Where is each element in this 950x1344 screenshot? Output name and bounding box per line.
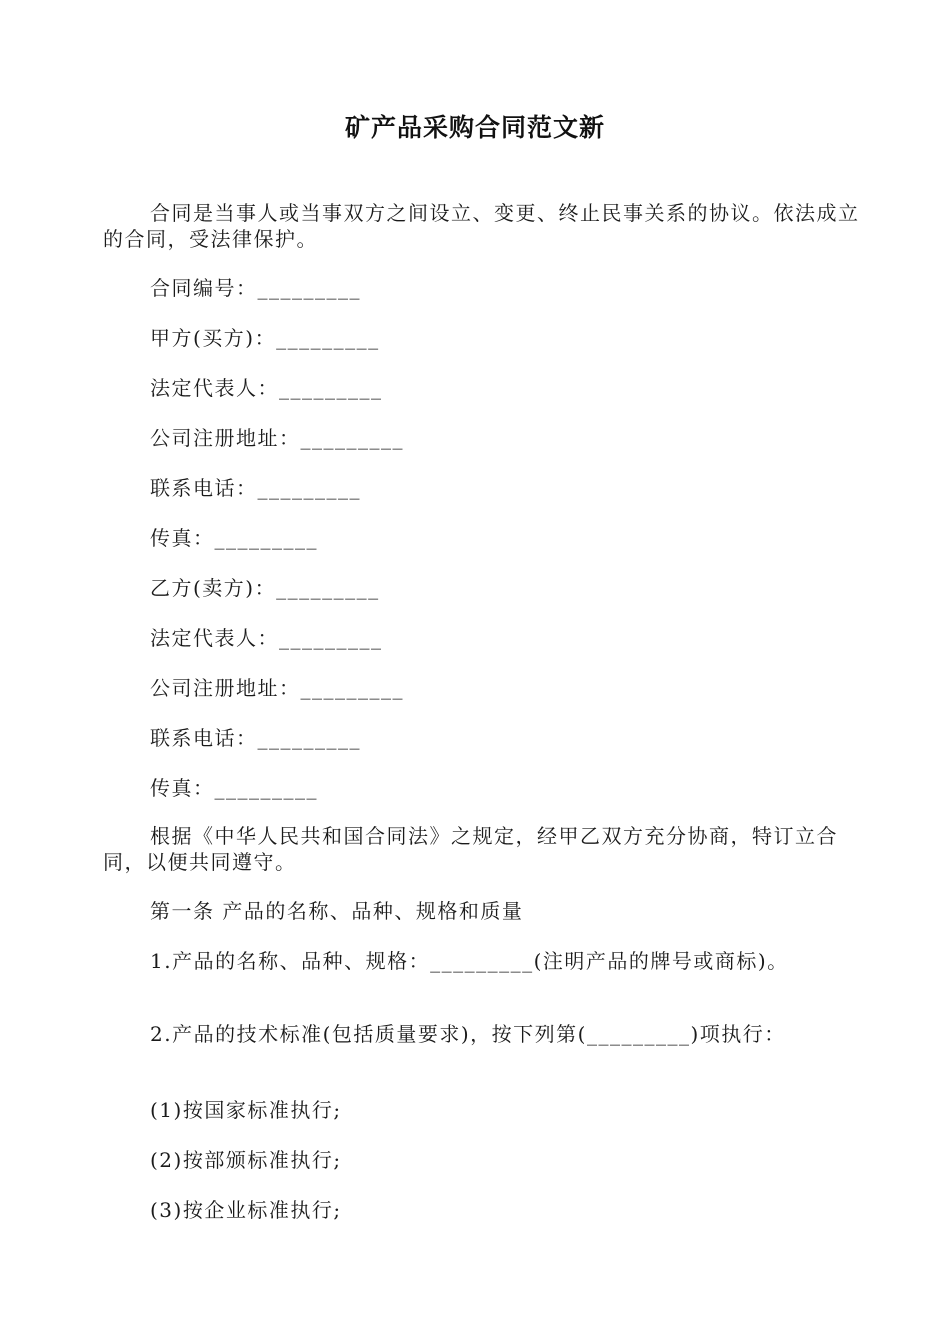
- intro-paragraph: 合同是当事人或当事双方之间设立、变更、终止民事关系的协议。依法成立的合同，受法律保护。: [103, 201, 860, 251]
- field-party-a-address: 公司注册地址：_________: [150, 426, 404, 450]
- field-party-a: 甲方(买方)：_________: [150, 326, 380, 350]
- field-contract-number: 合同编号：_________: [150, 276, 361, 300]
- document-title: 矿产品采购合同范文新: [344, 113, 605, 142]
- basis-paragraph: 根据《中华人民共和国合同法》之规定，经甲乙双方充分协商，特订立合同，以便共同遵守。: [103, 824, 838, 874]
- field-party-b-address: 公司注册地址：_________: [150, 676, 404, 700]
- article-1-item-1: 1.产品的名称、品种、规格：_________(注明产品的牌号或商标)。: [150, 949, 789, 973]
- field-party-b-phone: 联系电话：_________: [150, 726, 361, 750]
- field-party-b-fax: 传真：_________: [150, 776, 318, 800]
- article-1-heading: 第一条 产品的名称、品种、规格和质量: [150, 899, 524, 923]
- sub-item-ministry-standard: (2)按部颁标准执行;: [150, 1148, 342, 1172]
- article-1-item-2: 2.产品的技术标准(包括质量要求)，按下列第(_________)项执行：: [150, 1022, 786, 1046]
- field-party-a-fax: 传真：_________: [150, 526, 318, 550]
- field-party-b-representative: 法定代表人：_________: [150, 626, 383, 650]
- field-party-a-representative: 法定代表人：_________: [150, 376, 383, 400]
- sub-item-enterprise-standard: (3)按企业标准执行;: [150, 1198, 342, 1222]
- sub-item-national-standard: (1)按国家标准执行;: [150, 1098, 342, 1122]
- field-party-a-phone: 联系电话：_________: [150, 476, 361, 500]
- field-party-b: 乙方(卖方)：_________: [150, 576, 380, 600]
